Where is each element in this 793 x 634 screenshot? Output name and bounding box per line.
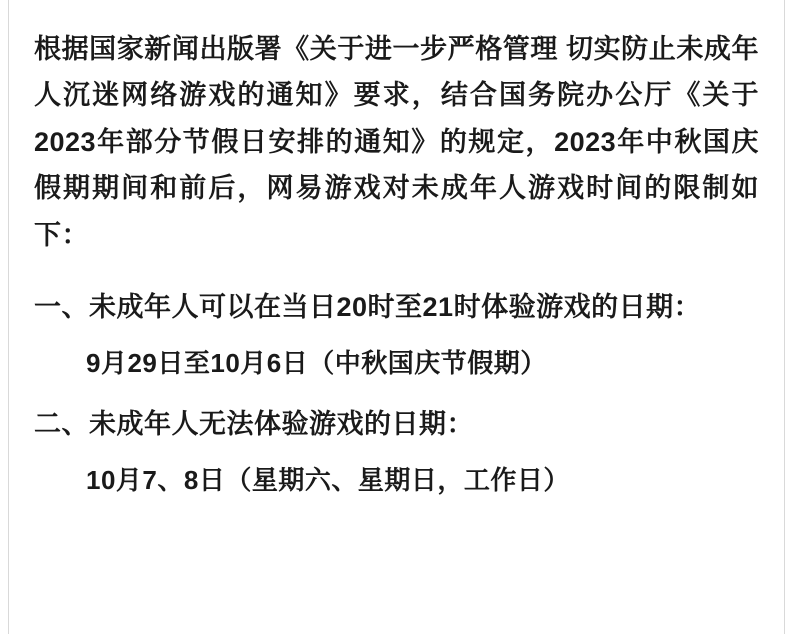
notice-item-1-heading: 一、未成年人可以在当日20时至21时体验游戏的日期： — [34, 292, 702, 323]
notice-body — [34, 26, 759, 503]
notice-intro-paragraph: 根据国家新闻出版署《关于进一步严格管理 切实防止未成年人沉迷网络游戏的通知》要求，结合国务院办公厅《关于2023年部分节假日安排的通知》的规定，2023年中秋国庆假期期间和前后，网易游戏对未成年人游戏时间的限制如下： — [34, 34, 759, 250]
notice-item-2-detail: 10月7、8日（星期六、星期日，工作日） — [86, 464, 570, 495]
paragraph-spacer — [34, 264, 759, 268]
notice-item-2-heading: 二、未成年人无法体验游戏的日期： — [34, 409, 474, 440]
right-edge-rule — [784, 0, 785, 634]
notice-item-1-detail: 9月29日至10月6日（中秋国庆节假期） — [86, 347, 547, 378]
left-edge-rule — [8, 0, 9, 634]
